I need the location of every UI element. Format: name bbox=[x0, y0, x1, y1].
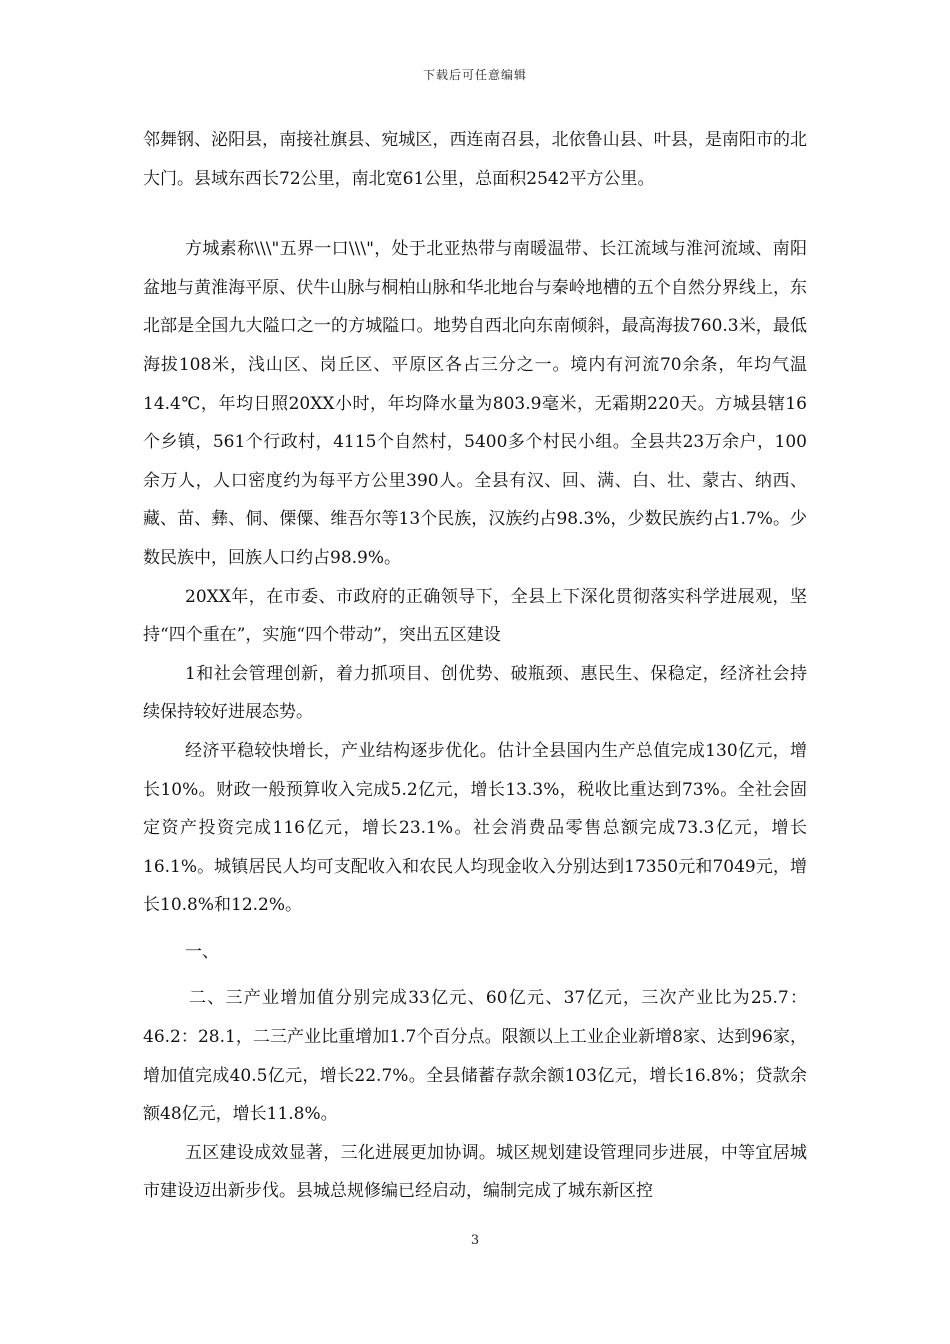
paragraph-management: 1和社会管理创新，着力抓项目、创优势、破瓶颈、惠民生、保稳定，经济社会持续保持较好进展态势。 bbox=[143, 663, 807, 723]
page-number: 3 bbox=[470, 1233, 480, 1248]
paragraph-construction: 五区建设成效显著，三化进展更加协调。城区规划建设管理同步进展，中等宜居城市建设迈出新步伐。县城总规修编已经启动，编制完成了城东新区控 bbox=[143, 1142, 807, 1202]
paragraph-heading-one: 一、 bbox=[185, 941, 219, 962]
paragraph-geography: 方城素称\\\"五界一口\\\"，处于北亚热带与南暖温带、长江流域与淮河流域、南阳盆地与黄淮海平原、伏牛山脉与桐柏山脉和华北地台与秦岭地槽的五个自然分界线上，东北部是全国九大隘口之一的方城隘口。地势自西北向东南倾斜，最高海拔760.3米，最低海拔108米，浅山区、岗丘区、平原区各占三分之一。境内有河流70余条，年均气温14.4℃，年均日照20XX小时，年均降水量为803.9毫米，无霜期220天。方城县辖16个乡镇，561个行政村，4115个自然村，5400多个村民小组。全县共23万余户，100余万人，人口密度约为每平方公里390人。全县有汉、回、满、白、壮、蒙古、纳西、藏、苗、彝、侗、傈僳、维吾尔等13个民族，汉族约占98.3%，少数民族约占1.7%。少数民族中，回族人口约占98.9%。 bbox=[143, 239, 807, 568]
paragraph-economy: 经济平稳较快增长，产业结构逐步优化。估计全县国内生产总值完成130亿元，增长10%。财政一般预算收入完成5.2亿元，增长13.3%，税收比重达到73%。全社会固定资产投资完成116亿元，增长23.1%。社会消费品零售总额完成73.3亿元，增长16.1%。城镇居民人均可支配收入和农民人均现金收入分别达到17350元和7049元，增长10.8%和12.2%。 bbox=[143, 740, 807, 916]
paragraph-industry: 二、三产业增加值分别完成33亿元、60亿元、37亿元，三次产业比为25.7：46.2：28.1，二三产业比重增加1.7个百分点。限额以上工业企业新增8家、达到96家，增加值完成40.5亿元，增长22.7%。全县储蓄存款余额103亿元，增长16.8%；贷款余额48亿元，增长11.8%。 bbox=[143, 988, 807, 1125]
paragraph-leadership: 20XX年，在市委、市政府的正确领导下，全县上下深化贯彻落实科学进展观，坚持“四个重在”，实施“四个带动”，突出五区建设 bbox=[143, 586, 807, 646]
paragraph-location: 邻舞钢、泌阳县，南接社旗县、宛城区，西连南召县，北依鲁山县、叶县，是南阳市的北大门。县域东西长72公里，南北宽61公里，总面积2542平方公里。 bbox=[143, 130, 807, 189]
page-header: 下载后可任意编辑 bbox=[422, 68, 527, 82]
document-body bbox=[143, 121, 807, 1211]
